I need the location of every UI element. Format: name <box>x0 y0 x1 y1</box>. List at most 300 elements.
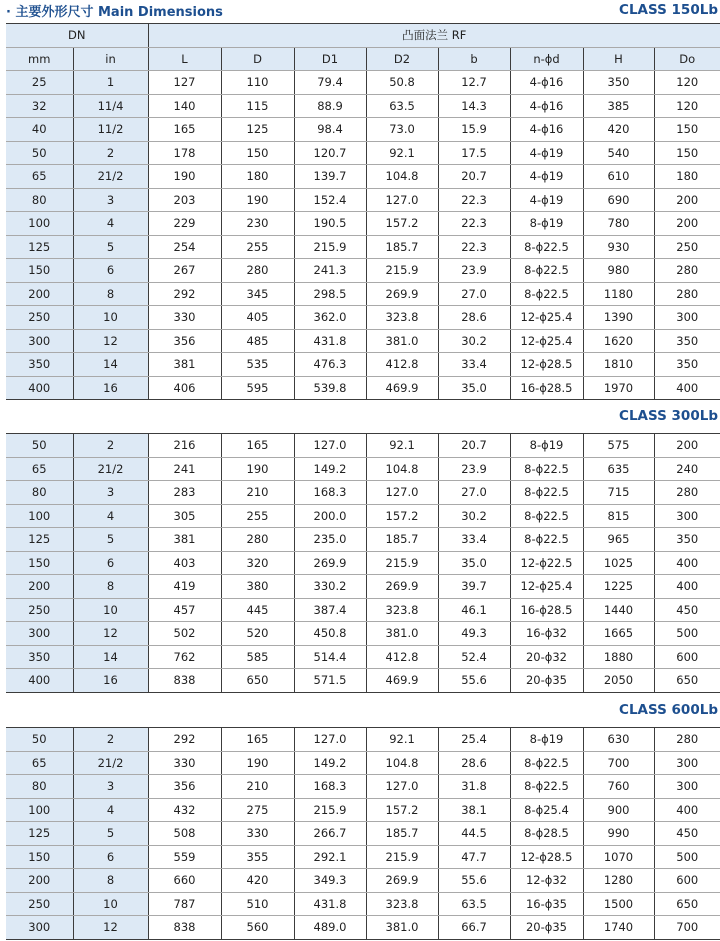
cell-d: 330 <box>221 822 294 846</box>
cell-in: 5 <box>73 235 148 259</box>
cell-h: 815 <box>583 504 654 528</box>
cell-mm: 100 <box>6 504 73 528</box>
cell-in: 11/4 <box>73 94 148 118</box>
header-do: Do <box>654 47 720 71</box>
cell-n-d: 8-ϕ22.5 <box>510 235 583 259</box>
cell-n-d: 8-ϕ22.5 <box>510 282 583 306</box>
cell-l: 838 <box>148 669 221 693</box>
cell-d1: 539.8 <box>294 376 366 400</box>
cell-l: 216 <box>148 434 221 458</box>
cell-b: 23.9 <box>438 259 510 283</box>
cell-d2: 185.7 <box>366 235 438 259</box>
cell-d: 110 <box>221 71 294 95</box>
cell-h: 1740 <box>583 916 654 940</box>
cell-d: 445 <box>221 598 294 622</box>
cell-d: 165 <box>221 434 294 458</box>
cell-b: 28.6 <box>438 751 510 775</box>
table-row <box>6 94 720 118</box>
cell-l: 190 <box>148 165 221 189</box>
cell-b: 33.4 <box>438 353 510 377</box>
cell-do: 300 <box>654 504 720 528</box>
cell-d: 190 <box>221 751 294 775</box>
table-row <box>6 751 720 775</box>
cell-d1: 489.0 <box>294 916 366 940</box>
cell-n-d: 8-ϕ22.5 <box>510 457 583 481</box>
cell-b: 38.1 <box>438 798 510 822</box>
cell-n-d: 4-ϕ19 <box>510 188 583 212</box>
cell-n-d: 12-ϕ22.5 <box>510 551 583 575</box>
cell-d1: 362.0 <box>294 306 366 330</box>
header-d1: D1 <box>294 47 366 71</box>
cell-h: 1280 <box>583 869 654 893</box>
cell-d: 380 <box>221 575 294 599</box>
cell-mm: 40 <box>6 118 73 142</box>
cell-b: 15.9 <box>438 118 510 142</box>
cell-in: 12 <box>73 329 148 353</box>
cell-d2: 63.5 <box>366 94 438 118</box>
cell-d: 320 <box>221 551 294 575</box>
table-row <box>6 645 720 669</box>
cell-b: 23.9 <box>438 457 510 481</box>
cell-d1: 168.3 <box>294 775 366 799</box>
cell-in: 16 <box>73 376 148 400</box>
page-title: · 主要外形尺寸 Main Dimensions <box>6 5 223 20</box>
cell-n-d: 8-ϕ19 <box>510 212 583 236</box>
cell-l: 254 <box>148 235 221 259</box>
cell-l: 165 <box>148 118 221 142</box>
cell-b: 20.7 <box>438 165 510 189</box>
cell-mm: 80 <box>6 481 73 505</box>
cell-d1: 215.9 <box>294 798 366 822</box>
cell-d1: 269.9 <box>294 551 366 575</box>
cell-b: 31.8 <box>438 775 510 799</box>
cell-in: 6 <box>73 259 148 283</box>
cell-mm: 80 <box>6 188 73 212</box>
cell-mm: 400 <box>6 376 73 400</box>
cell-n-d: 12-ϕ25.4 <box>510 329 583 353</box>
cell-in: 2 <box>73 434 148 458</box>
cell-d1: 139.7 <box>294 165 366 189</box>
cell-do: 400 <box>654 798 720 822</box>
class-300-row <box>0 408 720 428</box>
cell-n-d: 8-ϕ22.5 <box>510 528 583 552</box>
cell-in: 14 <box>73 353 148 377</box>
cell-d2: 104.8 <box>366 457 438 481</box>
cell-mm: 150 <box>6 551 73 575</box>
cell-l: 330 <box>148 306 221 330</box>
cell-mm: 400 <box>6 669 73 693</box>
class-600-label: CLASS 600Lb <box>619 702 718 718</box>
table-row <box>6 434 720 458</box>
cell-l: 432 <box>148 798 221 822</box>
cell-h: 760 <box>583 775 654 799</box>
cell-d1: 149.2 <box>294 457 366 481</box>
cell-l: 356 <box>148 329 221 353</box>
cell-in: 1 <box>73 71 148 95</box>
cell-do: 180 <box>654 165 720 189</box>
cell-d: 585 <box>221 645 294 669</box>
cell-do: 500 <box>654 622 720 646</box>
cell-n-d: 8-ϕ19 <box>510 728 583 752</box>
cell-n-d: 16-ϕ28.5 <box>510 376 583 400</box>
cell-n-d: 12-ϕ25.4 <box>510 575 583 599</box>
cell-d2: 92.1 <box>366 728 438 752</box>
table-row <box>6 165 720 189</box>
cell-do: 700 <box>654 916 720 940</box>
cell-mm: 125 <box>6 822 73 846</box>
cell-in: 16 <box>73 669 148 693</box>
header-d2: D2 <box>366 47 438 71</box>
cell-b: 22.3 <box>438 212 510 236</box>
cell-in: 8 <box>73 575 148 599</box>
cell-mm: 150 <box>6 259 73 283</box>
cell-do: 280 <box>654 481 720 505</box>
table-row <box>6 212 720 236</box>
header-row-groups <box>6 24 720 48</box>
cell-d: 180 <box>221 165 294 189</box>
cell-do: 200 <box>654 212 720 236</box>
cell-mm: 200 <box>6 575 73 599</box>
cell-do: 250 <box>654 235 720 259</box>
cell-b: 49.3 <box>438 622 510 646</box>
cell-d: 535 <box>221 353 294 377</box>
cell-in: 12 <box>73 916 148 940</box>
cell-do: 240 <box>654 457 720 481</box>
cell-do: 350 <box>654 329 720 353</box>
table-row <box>6 892 720 916</box>
cell-h: 575 <box>583 434 654 458</box>
cell-in: 3 <box>73 775 148 799</box>
cell-d: 230 <box>221 212 294 236</box>
cell-in: 12 <box>73 622 148 646</box>
cell-n-d: 12-ϕ28.5 <box>510 353 583 377</box>
table-row <box>6 353 720 377</box>
cell-h: 350 <box>583 71 654 95</box>
cell-n-d: 16-ϕ35 <box>510 892 583 916</box>
cell-n-d: 16-ϕ32 <box>510 622 583 646</box>
header-in: in <box>73 47 148 71</box>
table-row <box>6 71 720 95</box>
cell-d2: 73.0 <box>366 118 438 142</box>
cell-l: 457 <box>148 598 221 622</box>
cell-do: 400 <box>654 551 720 575</box>
cell-h: 1620 <box>583 329 654 353</box>
cell-n-d: 20-ϕ35 <box>510 669 583 693</box>
cell-d1: 79.4 <box>294 71 366 95</box>
cell-n-d: 8-ϕ22.5 <box>510 259 583 283</box>
cell-mm: 125 <box>6 235 73 259</box>
cell-mm: 250 <box>6 598 73 622</box>
cell-in: 8 <box>73 282 148 306</box>
table-row <box>6 728 720 752</box>
cell-mm: 350 <box>6 645 73 669</box>
cell-d2: 381.0 <box>366 916 438 940</box>
cell-d1: 120.7 <box>294 141 366 165</box>
cell-do: 400 <box>654 376 720 400</box>
cell-d2: 50.8 <box>366 71 438 95</box>
cell-d: 165 <box>221 728 294 752</box>
cell-d: 280 <box>221 528 294 552</box>
cell-mm: 32 <box>6 94 73 118</box>
cell-d: 210 <box>221 775 294 799</box>
table-row <box>6 188 720 212</box>
cell-d1: 200.0 <box>294 504 366 528</box>
cell-mm: 300 <box>6 916 73 940</box>
cell-d1: 235.0 <box>294 528 366 552</box>
cell-h: 385 <box>583 94 654 118</box>
cell-b: 30.2 <box>438 504 510 528</box>
cell-h: 690 <box>583 188 654 212</box>
cell-h: 715 <box>583 481 654 505</box>
class-300-table <box>6 433 720 693</box>
table-row <box>6 669 720 693</box>
cell-h: 540 <box>583 141 654 165</box>
cell-d: 405 <box>221 306 294 330</box>
cell-d1: 266.7 <box>294 822 366 846</box>
cell-d: 275 <box>221 798 294 822</box>
cell-d: 650 <box>221 669 294 693</box>
cell-b: 30.2 <box>438 329 510 353</box>
cell-mm: 80 <box>6 775 73 799</box>
cell-do: 500 <box>654 845 720 869</box>
cell-d1: 349.3 <box>294 869 366 893</box>
cell-mm: 100 <box>6 212 73 236</box>
cell-d1: 571.5 <box>294 669 366 693</box>
cell-d: 255 <box>221 235 294 259</box>
cell-h: 1665 <box>583 622 654 646</box>
cell-d2: 381.0 <box>366 622 438 646</box>
cell-h: 420 <box>583 118 654 142</box>
cell-mm: 250 <box>6 892 73 916</box>
cell-d1: 514.4 <box>294 645 366 669</box>
header-rf: 凸面法兰 RF <box>148 24 720 48</box>
table-row <box>6 457 720 481</box>
table-row <box>6 306 720 330</box>
header-n-d: n-ϕd <box>510 47 583 71</box>
cell-mm: 200 <box>6 869 73 893</box>
cell-l: 508 <box>148 822 221 846</box>
cell-d1: 450.8 <box>294 622 366 646</box>
cell-d2: 469.9 <box>366 669 438 693</box>
cell-do: 120 <box>654 94 720 118</box>
cell-h: 610 <box>583 165 654 189</box>
cell-do: 200 <box>654 434 720 458</box>
cell-d2: 269.9 <box>366 282 438 306</box>
cell-do: 300 <box>654 751 720 775</box>
cell-in: 10 <box>73 892 148 916</box>
cell-in: 6 <box>73 845 148 869</box>
cell-h: 930 <box>583 235 654 259</box>
class-150-table <box>6 23 720 400</box>
cell-b: 44.5 <box>438 822 510 846</box>
header-h: H <box>583 47 654 71</box>
cell-d2: 269.9 <box>366 869 438 893</box>
cell-h: 2050 <box>583 669 654 693</box>
cell-d: 190 <box>221 188 294 212</box>
cell-h: 1880 <box>583 645 654 669</box>
cell-n-d: 4-ϕ16 <box>510 118 583 142</box>
cell-h: 700 <box>583 751 654 775</box>
cell-h: 1070 <box>583 845 654 869</box>
cell-l: 419 <box>148 575 221 599</box>
class-300-label: CLASS 300Lb <box>619 408 718 424</box>
cell-h: 630 <box>583 728 654 752</box>
table-row <box>6 376 720 400</box>
cell-l: 292 <box>148 282 221 306</box>
cell-h: 1025 <box>583 551 654 575</box>
cell-b: 22.3 <box>438 188 510 212</box>
cell-d2: 104.8 <box>366 165 438 189</box>
cell-d1: 152.4 <box>294 188 366 212</box>
cell-in: 4 <box>73 212 148 236</box>
cell-n-d: 4-ϕ16 <box>510 94 583 118</box>
cell-d2: 323.8 <box>366 306 438 330</box>
cell-h: 780 <box>583 212 654 236</box>
cell-do: 280 <box>654 728 720 752</box>
header-dn: DN <box>6 24 148 48</box>
cell-in: 8 <box>73 869 148 893</box>
cell-d1: 149.2 <box>294 751 366 775</box>
cell-do: 280 <box>654 259 720 283</box>
cell-d: 560 <box>221 916 294 940</box>
cell-n-d: 4-ϕ19 <box>510 165 583 189</box>
cell-mm: 50 <box>6 434 73 458</box>
cell-in: 11/2 <box>73 118 148 142</box>
cell-b: 33.4 <box>438 528 510 552</box>
cell-do: 150 <box>654 118 720 142</box>
cell-h: 965 <box>583 528 654 552</box>
table-row <box>6 869 720 893</box>
cell-d1: 215.9 <box>294 235 366 259</box>
cell-mm: 50 <box>6 728 73 752</box>
cell-mm: 100 <box>6 798 73 822</box>
cell-n-d: 4-ϕ16 <box>510 71 583 95</box>
cell-n-d: 20-ϕ32 <box>510 645 583 669</box>
table-row <box>6 575 720 599</box>
table-row <box>6 118 720 142</box>
cell-l: 305 <box>148 504 221 528</box>
cell-d1: 292.1 <box>294 845 366 869</box>
cell-do: 200 <box>654 188 720 212</box>
cell-h: 1810 <box>583 353 654 377</box>
cell-n-d: 8-ϕ22.5 <box>510 504 583 528</box>
table-row <box>6 481 720 505</box>
cell-l: 356 <box>148 775 221 799</box>
cell-d1: 431.8 <box>294 892 366 916</box>
cell-d2: 323.8 <box>366 892 438 916</box>
cell-d: 420 <box>221 869 294 893</box>
cell-l: 292 <box>148 728 221 752</box>
table-row <box>6 622 720 646</box>
cell-d: 210 <box>221 481 294 505</box>
cell-l: 381 <box>148 353 221 377</box>
table-row <box>6 235 720 259</box>
cell-l: 178 <box>148 141 221 165</box>
cell-l: 762 <box>148 645 221 669</box>
cell-d: 355 <box>221 845 294 869</box>
cell-d2: 157.2 <box>366 798 438 822</box>
cell-b: 55.6 <box>438 669 510 693</box>
cell-l: 787 <box>148 892 221 916</box>
cell-b: 17.5 <box>438 141 510 165</box>
cell-in: 21/2 <box>73 457 148 481</box>
cell-d2: 127.0 <box>366 481 438 505</box>
cell-b: 52.4 <box>438 645 510 669</box>
cell-in: 2 <box>73 728 148 752</box>
cell-b: 28.6 <box>438 306 510 330</box>
cell-l: 127 <box>148 71 221 95</box>
cell-h: 990 <box>583 822 654 846</box>
cell-mm: 350 <box>6 353 73 377</box>
header-b: b <box>438 47 510 71</box>
cell-n-d: 8-ϕ22.5 <box>510 775 583 799</box>
cell-d2: 215.9 <box>366 845 438 869</box>
cell-b: 35.0 <box>438 551 510 575</box>
cell-d2: 215.9 <box>366 259 438 283</box>
table-row <box>6 916 720 940</box>
cell-in: 21/2 <box>73 751 148 775</box>
class-600-body <box>6 728 720 940</box>
cell-d2: 157.2 <box>366 504 438 528</box>
cell-b: 27.0 <box>438 282 510 306</box>
cell-b: 14.3 <box>438 94 510 118</box>
cell-d2: 412.8 <box>366 645 438 669</box>
cell-d: 520 <box>221 622 294 646</box>
cell-d1: 127.0 <box>294 434 366 458</box>
cell-d1: 387.4 <box>294 598 366 622</box>
cell-h: 1500 <box>583 892 654 916</box>
cell-d1: 88.9 <box>294 94 366 118</box>
cell-b: 47.7 <box>438 845 510 869</box>
cell-d: 255 <box>221 504 294 528</box>
cell-d2: 157.2 <box>366 212 438 236</box>
cell-do: 450 <box>654 822 720 846</box>
cell-h: 1390 <box>583 306 654 330</box>
cell-in: 4 <box>73 504 148 528</box>
cell-n-d: 8-ϕ19 <box>510 434 583 458</box>
cell-mm: 300 <box>6 329 73 353</box>
cell-d2: 127.0 <box>366 775 438 799</box>
cell-in: 2 <box>73 141 148 165</box>
cell-in: 6 <box>73 551 148 575</box>
table-row <box>6 504 720 528</box>
cell-mm: 25 <box>6 71 73 95</box>
cell-d2: 127.0 <box>366 188 438 212</box>
cell-mm: 65 <box>6 457 73 481</box>
cell-l: 381 <box>148 528 221 552</box>
cell-mm: 250 <box>6 306 73 330</box>
cell-in: 5 <box>73 822 148 846</box>
cell-do: 600 <box>654 645 720 669</box>
cell-h: 900 <box>583 798 654 822</box>
cell-n-d: 12-ϕ25.4 <box>510 306 583 330</box>
cell-l: 330 <box>148 751 221 775</box>
cell-do: 650 <box>654 669 720 693</box>
table-row <box>6 259 720 283</box>
class-150-body <box>6 71 720 400</box>
cell-l: 283 <box>148 481 221 505</box>
cell-n-d: 8-ϕ22.5 <box>510 751 583 775</box>
table-row <box>6 528 720 552</box>
class-300-body <box>6 434 720 693</box>
table-row <box>6 329 720 353</box>
class-600-row <box>0 702 720 722</box>
cell-mm: 150 <box>6 845 73 869</box>
cell-d1: 241.3 <box>294 259 366 283</box>
cell-d: 485 <box>221 329 294 353</box>
cell-l: 406 <box>148 376 221 400</box>
cell-b: 27.0 <box>438 481 510 505</box>
